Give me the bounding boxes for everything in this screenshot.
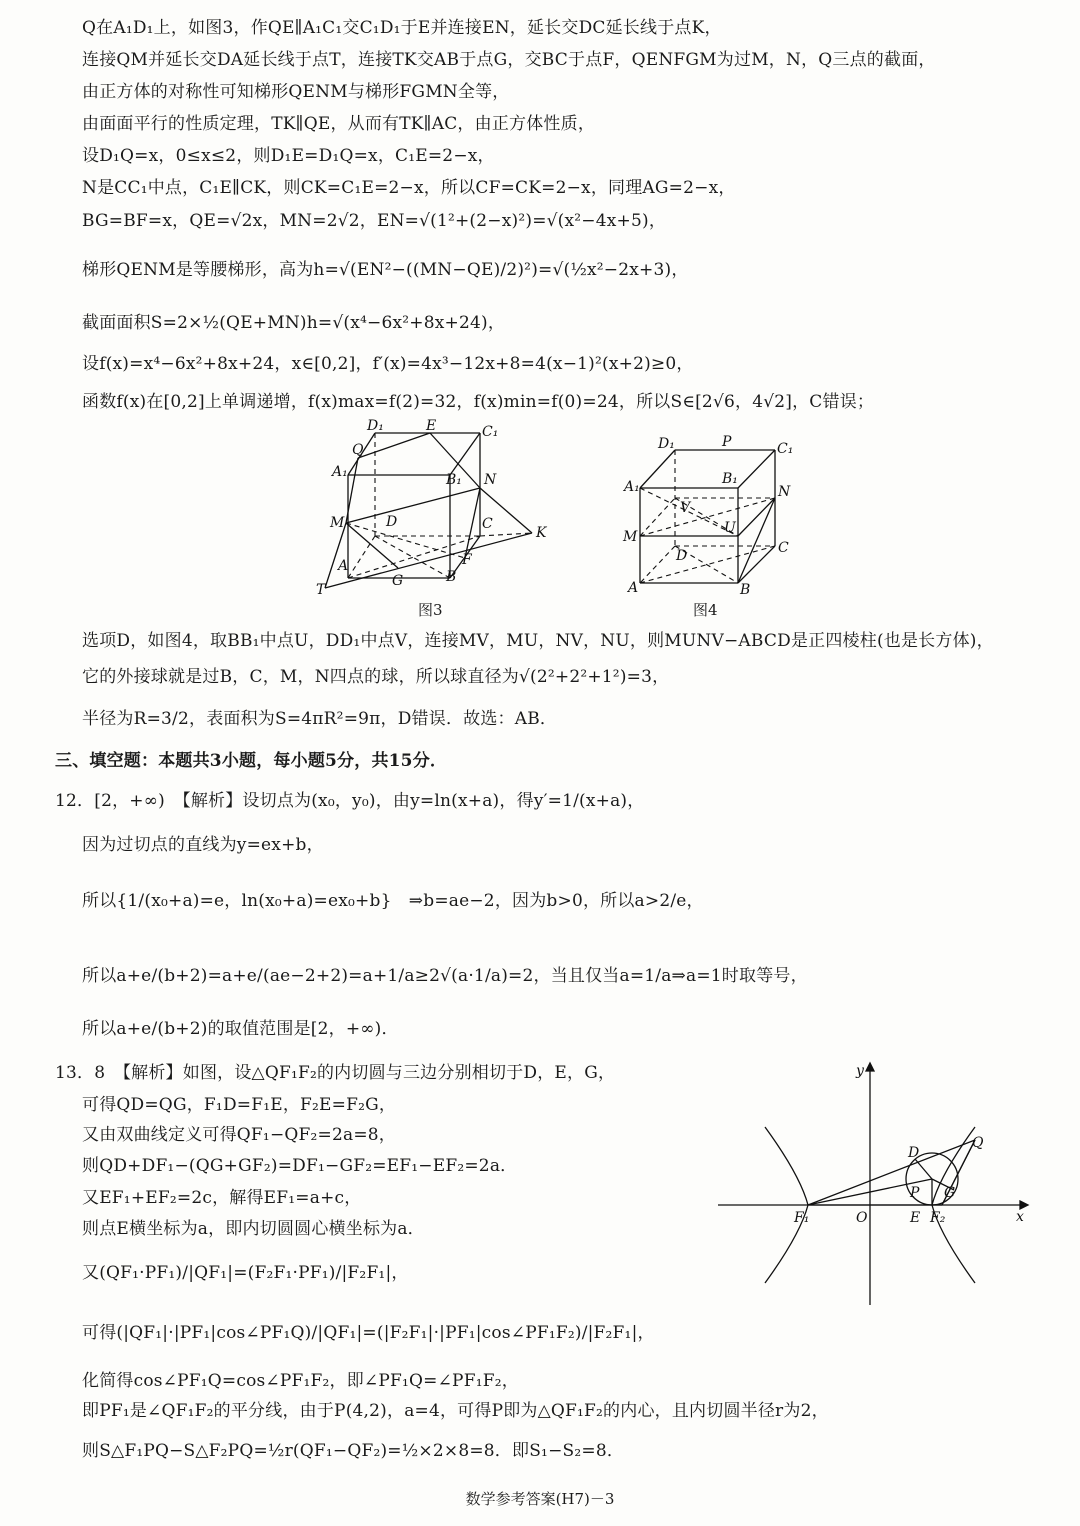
fig13-label: F₁	[794, 1210, 810, 1226]
text-line: 设D₁Q=x，0≤x≤2，则D₁E=D₁Q=x，C₁E=2−x，	[82, 146, 495, 166]
text-line: Q在A₁D₁上，如图3，作QE∥A₁C₁交C₁D₁于E并连接EN，延长交DC延长线于点K，	[82, 18, 722, 38]
fig3-label: B₁	[446, 472, 462, 488]
fig13-label: x	[1016, 1209, 1024, 1225]
text-line: BG=BF=x，QE=√2x，MN=2√2，EN=√(1²+(2−x)²)=√(x²−4x+5)，	[82, 211, 667, 231]
fig3-label: D₁	[367, 418, 384, 434]
fig13-label: Q	[972, 1135, 984, 1151]
text-line: 它的外接球就是过B，C，M，N四点的球，所以球直径为√(2²+2²+1²)=3，	[82, 667, 670, 687]
fig4-label: V	[680, 500, 691, 516]
figure-4-caption: 图4	[693, 601, 718, 619]
text-line: 所以a+e/(b+2)=a+e/(ae−2+2)=a+1/a≥2√(a·1/a)=2，当且仅当a=1/a⇒a=1时取等号，	[82, 966, 808, 986]
fig4-label: N	[778, 484, 791, 500]
text-line: 设f(x)=x⁴−6x²+8x+24，x∈[0,2]，f′(x)=4x³−12x+8=4(x−1)²(x+2)≥0，	[82, 354, 694, 374]
text-line: 又由双曲线定义可得QF₁−QF₂=2a=8，	[82, 1125, 396, 1145]
fig13-label: G	[944, 1185, 956, 1201]
text-line: 梯形QENM是等腰梯形，高为h=√(EN²−((MN−QE)/2)²)=√(½x²−2x+3)，	[82, 260, 689, 280]
text-line: 可得(|QF₁|·|PF₁|cos∠PF₁Q)/|QF₁|=(|F₂F₁|·|PF₁|cos∠PF₁F₂)/|F₂F₁|，	[82, 1323, 655, 1343]
text-line: 连接QM并延长交DA延长线于点T，连接TK交AB于点G，交BC于点F，QENFGM为过M，N，Q三点的截面，	[82, 50, 936, 70]
fig4-label: D₁	[658, 436, 675, 452]
text-line: 化简得cos∠PF₁Q=cos∠PF₁F₂，即∠PF₁Q=∠PF₁F₂，	[82, 1371, 519, 1391]
fig13-label: E	[910, 1210, 921, 1226]
fig4-label: C	[778, 540, 789, 556]
text-line: 则QD+DF₁−(QG+GF₂)=DF₁−GF₂=EF₁−EF₂=2a．	[82, 1156, 518, 1176]
text-line: N是CC₁中点，C₁E∥CK，则CK=C₁E=2−x，所以CF=CK=2−x，同理AG=2−x，	[82, 178, 736, 198]
fig13-label: F₂	[930, 1210, 946, 1226]
fig3-label: A	[338, 558, 349, 574]
text-line: 则点E横坐标为a，即内切圆圆心横坐标为a．	[82, 1219, 425, 1239]
fig4-label: B₁	[722, 471, 738, 487]
fig3-label: A₁	[332, 464, 348, 480]
text-line: 又EF₁+EF₂=2c，解得EF₁=a+c，	[82, 1188, 362, 1208]
text-line: 13．8 【解析】如图，设△QF₁F₂的内切圆与三边分别相切于D，E，G，	[55, 1063, 616, 1083]
text-line: 选项D，如图4，取BB₁中点U，DD₁中点V，连接MV，MU，NV，NU，则MUNV−ABCD是正四棱柱(也是长方体)，	[82, 631, 994, 651]
fig3-label: T	[316, 582, 326, 598]
fig3-label: C	[482, 516, 493, 532]
fig4-label: A	[628, 580, 639, 596]
fig3-label: K	[536, 525, 547, 541]
cube-figure-3	[310, 418, 560, 600]
fig3-label: N	[484, 472, 497, 488]
text-line: 12．[2，+∞) 【解析】设切点为(x₀，y₀)，由y=ln(x+a)，得y′=1/(x+a)，	[55, 791, 645, 811]
text-line: 因为过切点的直线为y=ex+b，	[82, 835, 324, 855]
fig3-label: B	[446, 569, 457, 585]
fig4-label: M	[623, 529, 638, 545]
cube-figure-4	[620, 428, 800, 598]
text-line: 则S△F₁PQ−S△F₂PQ=½r(QF₁−QF₂)=½×2×8=8．即S₁−S₂=8．	[82, 1441, 625, 1461]
fig3-label: E	[426, 418, 437, 434]
fig13-label: P	[910, 1185, 920, 1201]
text-line: 函数f(x)在[0,2]上单调递增，f(x)max=f(2)=32，f(x)min=f(0)=24，所以S∈[2√6，4√2]，C错误；	[82, 392, 875, 412]
figure-3-caption: 图3	[418, 601, 443, 619]
fig4-label: D	[676, 548, 688, 564]
page-footer: 数学参考答案(H7)－3	[465, 1490, 615, 1508]
text-line: 所以{1/(x₀+a)=e，ln(x₀+a)=ex₀+b} ⇒b=ae−2，因为b>0，所以a>2/e，	[82, 891, 704, 911]
fig3-label: D	[386, 514, 398, 530]
text-line: 由面面平行的性质定理，TK∥QE，从而有TK∥AC，由正方体性质，	[82, 114, 596, 134]
fig4-label: A₁	[624, 479, 640, 495]
fig4-label: U	[724, 520, 736, 536]
text-line: 即PF₁是∠QF₁F₂的平分线，由于P(4,2)，a=4，可得P即为△QF₁F₂的内心，且内切圆半径r为2，	[82, 1401, 829, 1421]
text-line: 截面面积S=2×½(QE+MN)h=√(x⁴−6x²+8x+24)，	[82, 313, 506, 333]
fig4-label: C₁	[777, 441, 794, 457]
section-heading: 三、填空题：本题共3小题，每小题5分，共15分．	[55, 751, 448, 771]
fig3-label: G	[392, 573, 404, 589]
fig13-label: y	[856, 1063, 864, 1079]
text-line: 半径为R=3/2，表面积为S=4πR²=9π，D错误．故选：AB．	[82, 709, 558, 729]
text-line: 又(QF₁·PF₁)/|QF₁|=(F₂F₁·PF₁)/|F₂F₁|，	[82, 1263, 409, 1283]
fig3-label: F	[462, 552, 472, 568]
fig3-label: M	[330, 515, 345, 531]
fig13-label: O	[856, 1210, 868, 1226]
fig13-label: D	[908, 1145, 920, 1161]
fig4-label: B	[740, 582, 751, 598]
fig3-label: C₁	[482, 424, 499, 440]
fig4-label: P	[722, 434, 732, 450]
text-line: 可得QD=QG，F₁D=F₁E，F₂E=F₂G，	[82, 1095, 397, 1115]
hyperbola-figure	[710, 1055, 1040, 1315]
text-line: 由正方体的对称性可知梯形QENM与梯形FGMN全等，	[82, 82, 510, 102]
fig3-label: Q	[352, 442, 364, 458]
text-line: 所以a+e/(b+2)的取值范围是[2，+∞)．	[82, 1019, 399, 1039]
